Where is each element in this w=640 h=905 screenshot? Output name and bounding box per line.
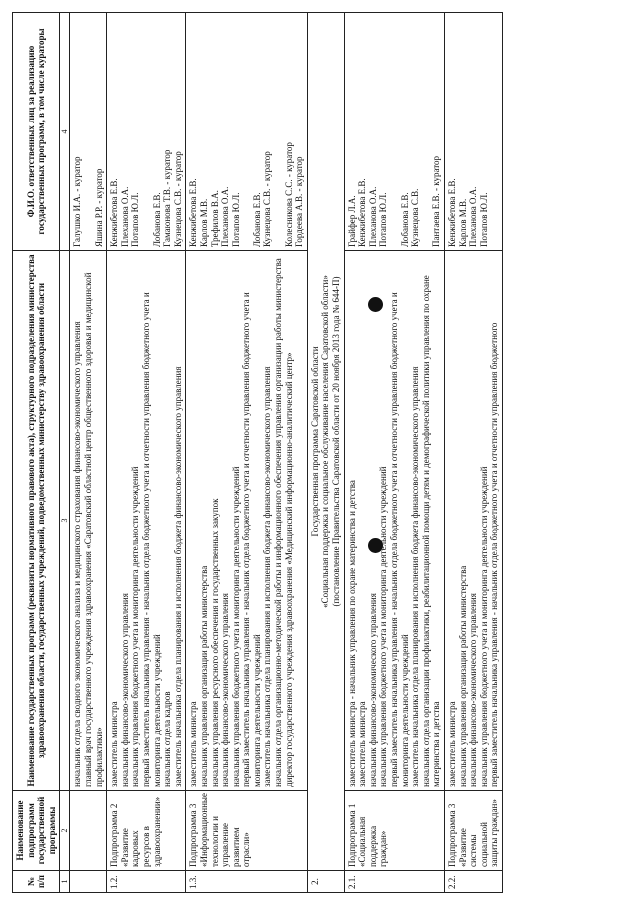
person-line: Лобанова Е.В. [151, 192, 162, 247]
row-number: 2. [307, 871, 344, 893]
row-number: 2.1. [344, 871, 444, 893]
column-number: 4 [60, 13, 70, 251]
units-cell [344, 251, 444, 791]
programs-table [12, 12, 503, 893]
person-line [389, 16, 400, 247]
table-body [70, 13, 503, 893]
units-cell [186, 251, 308, 791]
person-line: Потапов Ю.Л. [130, 192, 141, 247]
person-line: Плеханова О.А. [119, 186, 130, 247]
unit-line: начальник управления организации работы министерства [457, 565, 468, 787]
person-line [421, 16, 432, 247]
person-line: Пантаева Е.В. - куратор [431, 155, 442, 247]
units-cell [107, 251, 186, 791]
unit-line: заместитель министра [357, 701, 368, 787]
persons-cell [186, 13, 308, 251]
person-line: Плеханова О.А. [220, 186, 231, 247]
person-line: Лобанова Е.В. [399, 192, 410, 247]
person-line: Кенжибетова Е.В. [357, 178, 368, 247]
subprogram-name: Подпрограмма 2 «Развитие кадровых ресурсов в здравоохранении» [107, 791, 186, 871]
persons-cell [107, 13, 186, 251]
unit-line: начальник управления бюджетного учета и мониторинга деятельности учреждений [478, 466, 489, 787]
row-number: 1.3. [186, 871, 308, 893]
unit-line: заместитель министра [446, 701, 457, 787]
units-cell [70, 251, 107, 791]
subprogram-name: Подпрограмма 3 «Информационные технологии и управление развитием отрасли» [186, 791, 308, 871]
person-line: Потапов Ю.Л. [230, 192, 241, 247]
column-number-row [60, 13, 70, 893]
unit-line: начальник финансово-экономического управления [220, 593, 231, 787]
row-number [70, 871, 107, 893]
person-line [141, 16, 152, 247]
unit-line: начальник отдела организации профилактики, реабилитационной помощи детям и демографической политики управления по охране материнства и детства [420, 275, 442, 787]
subprogram-name: Подпрограмма 3 «Развитие системы социальной защиты граждан» [444, 791, 502, 871]
table-row [70, 13, 107, 893]
units-cell [444, 251, 502, 791]
persons-cell [70, 13, 107, 251]
persons-cell [444, 13, 502, 251]
subprogram-name [70, 791, 107, 871]
unit-line: главный врач государственного учреждения здравоохранения «Саратовский областной центр общественного здоровья и медицинской профилактики» [82, 272, 104, 787]
person-line: Плеханова О.А. [468, 186, 479, 247]
table-row [186, 13, 308, 893]
person-line: Потапов Ю.Л. [378, 192, 389, 247]
unit-line: начальник отдела кадров [162, 691, 173, 787]
column-number: 1 [60, 871, 70, 893]
header-program-units: Наименование государственных программ (реквизиты нормативного правового акта), структурного подразделения министерства здравоохранения области, государственных учреждений, подведомственных министерству здравоохранения области [13, 251, 60, 791]
unit-line: заместитель министра - начальник управления по охране материнства и детства [346, 480, 357, 787]
table-header-row [13, 13, 60, 893]
person-line [273, 16, 284, 247]
unit-line: заместитель начальника отдела планирования и исполнения бюджета финансово-экономического управления [262, 366, 273, 787]
unit-line: заместитель начальника отдела планирования и исполнения бюджета финансово-экономического управления [410, 366, 421, 787]
persons-cell [344, 13, 444, 251]
unit-line: начальник управления бюджетного учета и мониторинга деятельности учреждений [230, 466, 241, 787]
unit-line: начальник управления организации работы министерства [198, 565, 209, 787]
row-number: 2.2. [444, 871, 502, 893]
person-line [83, 16, 94, 247]
person-line: Кенжибетова Е.В. [188, 178, 199, 247]
section-title-line: «Социальная поддержка и социальное обслуживание населения Саратовской области» [320, 275, 331, 608]
person-line [241, 16, 252, 247]
unit-line: первый заместитель начальника управления - начальник отдела бюджетного учета и отчетности управления бюджетного учета и мониторинга деятельности учреждений [140, 292, 162, 787]
person-line: Кенжибетова Е.В. [109, 178, 120, 247]
unit-line: начальник управления бюджетного учета и мониторинга деятельности учреждений [130, 466, 141, 787]
person-line: Яшина Р.Р. - куратор [93, 168, 104, 247]
table-row [344, 13, 444, 893]
unit-line: начальник финансово-экономического управления [468, 593, 479, 787]
person-line: Карлов М.В. [457, 198, 468, 247]
table-row [444, 13, 502, 893]
section-row [307, 13, 344, 893]
person-line: Трефилов В.А. [209, 190, 220, 247]
unit-line: заместитель министра [109, 701, 120, 787]
column-number: 2 [60, 791, 70, 871]
unit-line: начальник финансово-экономического управления [367, 593, 378, 787]
unit-line: заместитель министра [188, 701, 199, 787]
unit-line: начальник финансово-экономического управления [119, 593, 130, 787]
person-line: Гордеева А.В. - куратор [294, 156, 305, 247]
section-title-line: Государственная программа Саратовской области [309, 346, 320, 537]
table-row [107, 13, 186, 893]
person-line: Плеханова О.А. [367, 186, 378, 247]
header-subprogram: Наименование подпрограмм государственной программы [13, 791, 60, 871]
unit-line: начальник отдела организационно-методической работы и информационного обеспечения управления организации работы министерства [273, 258, 284, 787]
section-title-line: (постановление Правительства Саратовской области от 20 ноября 2013 года № 644-П) [331, 276, 342, 607]
person-line: Колесникова С.С. - куратор [283, 142, 294, 247]
person-line: Кузнецова С.В. - куратор [172, 151, 183, 247]
unit-line: заместитель начальника отдела планирования и исполнения бюджета финансово-экономического управления [172, 366, 183, 787]
person-line: Карлов М.В. [198, 198, 209, 247]
person-line: Кузнецова С.В. [410, 188, 421, 247]
person-line: Кузнецова С.В. - куратор [262, 151, 273, 247]
header-number: № п/п [13, 871, 60, 893]
rotated-page [12, 13, 630, 893]
unit-line: начальник управления ресурсного обеспечения и государственных закупок [209, 498, 220, 787]
row-number: 1.2. [107, 871, 186, 893]
unit-line: директор государственного учреждения здравоохранения «Медицинский информационно-аналитический центр» [283, 352, 294, 787]
section-title [307, 13, 344, 871]
unit-line: первый заместитель начальника управления - начальник отдела бюджетного учета и отчетности управления бюджетного учета и мониторинга деятельности учреждений [389, 292, 410, 787]
person-line: Лобанова Е.В. [251, 192, 262, 247]
person-line: Гамаюнова Т.В. - куратор [162, 149, 173, 247]
column-number: 3 [60, 251, 70, 791]
unit-line: начальник отдела сводного экономического анализа и медицинского страхования финансово-экономического управления [72, 321, 83, 787]
person-line: Потапов Ю.Л. [478, 192, 489, 247]
person-line: Грайфер Л.А. [346, 195, 357, 247]
person-line: Кенжибетова Е.В. [446, 178, 457, 247]
person-line: Галушко И.А. - куратор [72, 156, 83, 247]
unit-line: первый заместитель начальника управления - начальник отдела бюджетного учета и отчетности управления бюджетного [489, 322, 500, 787]
unit-line: первый заместитель начальника управления - начальник отдела бюджетного учета и отчетности управления бюджетного учета и мониторинга деятельности учреждений [241, 292, 262, 787]
unit-line: начальник управления бюджетного учета и мониторинга деятельности учреждений [378, 466, 389, 787]
subprogram-name: Подпрограмма 1 «Социальная поддержка граждан» [344, 791, 444, 871]
header-responsible: Ф.И.О. ответственных лиц за реализацию государственных программ, в том числе кураторы [13, 13, 60, 251]
